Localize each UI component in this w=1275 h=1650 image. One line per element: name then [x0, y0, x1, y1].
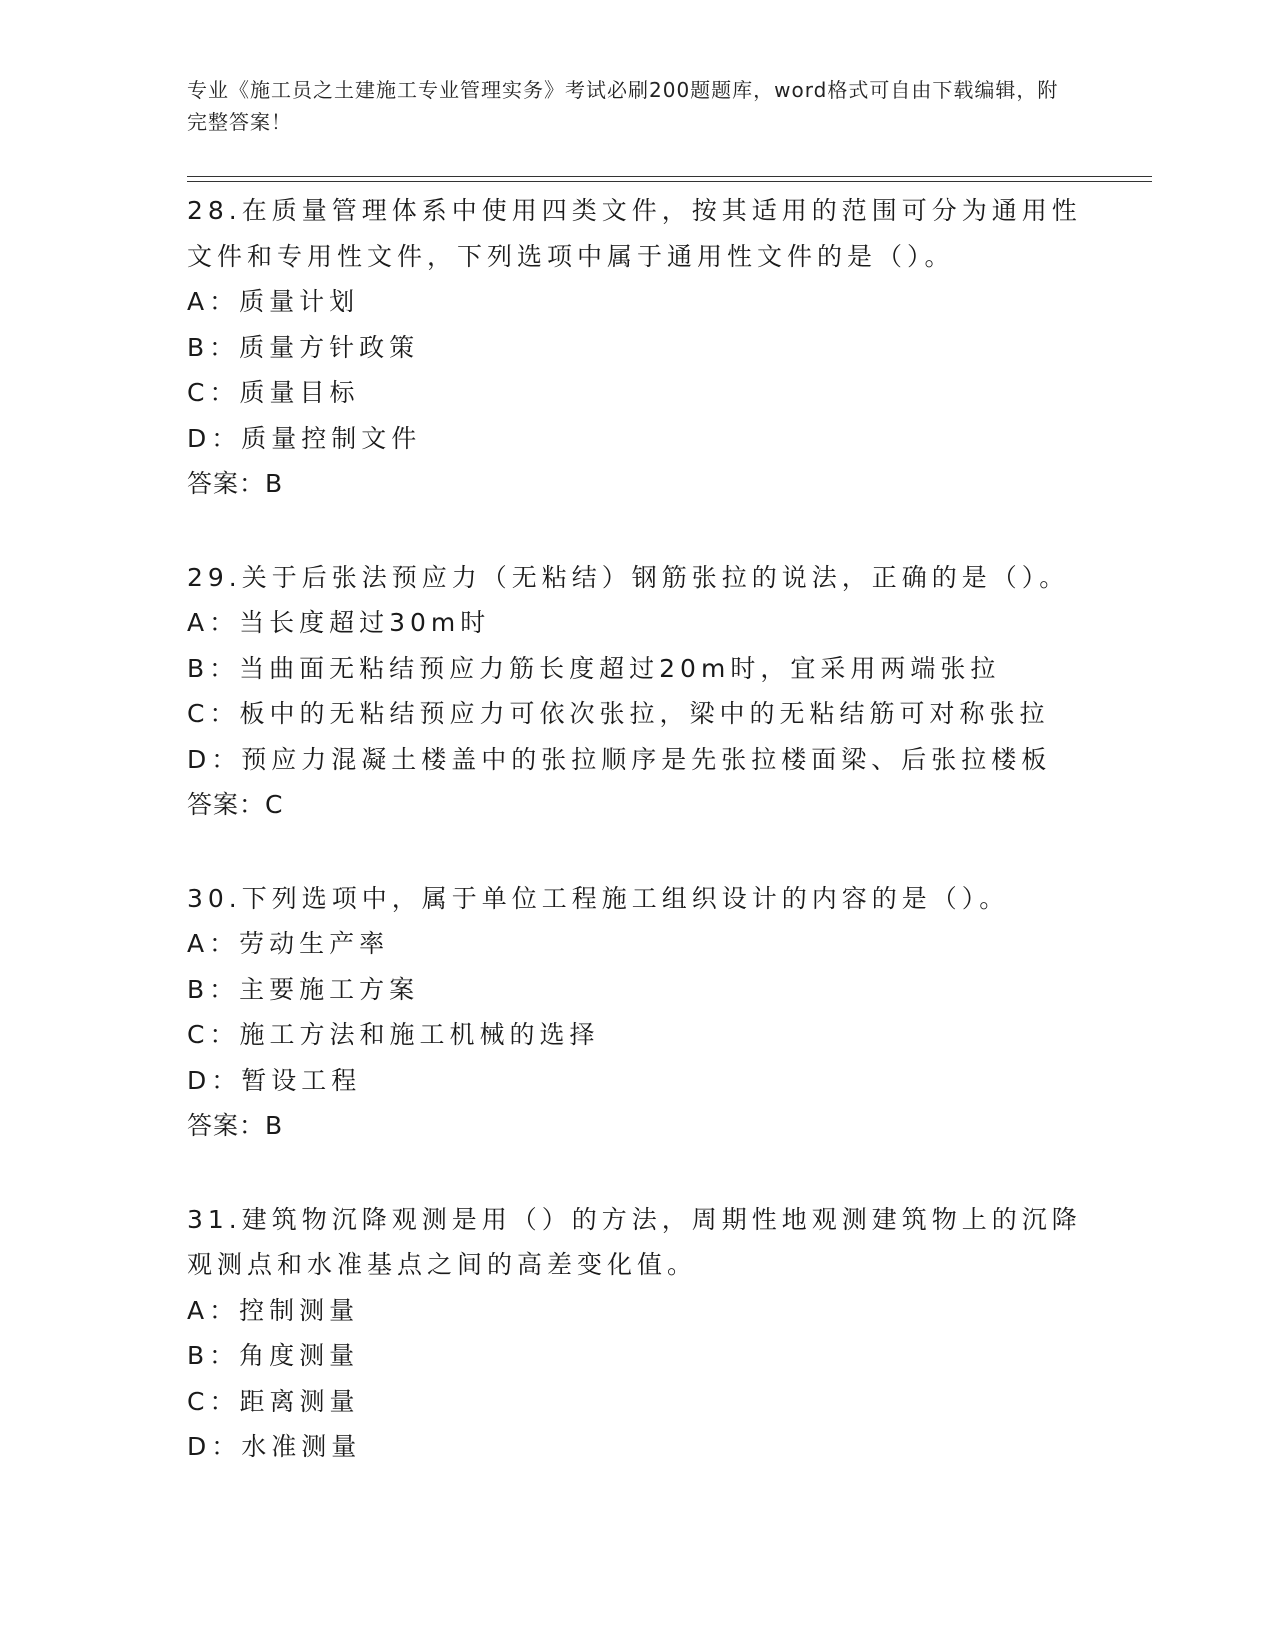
header-rule-bottom: [187, 181, 1152, 182]
option-c: C：距离测量: [187, 1386, 360, 1416]
answer-line: 答案：B: [187, 469, 284, 498]
question-stem: 31.建筑物沉降观测是用（）的方法，周期性地观测建筑物上的沉降观测点和水准基点之间的高差变化值。: [187, 1204, 1082, 1279]
header-rule-top: [187, 176, 1152, 177]
question-28: [187, 188, 1087, 507]
option-a: A：当长度超过30m时: [187, 608, 491, 637]
option-d: D：水准测量: [187, 1432, 362, 1461]
option-a: A：质量计划: [187, 287, 360, 316]
answer-line: 答案：C: [187, 790, 284, 819]
option-c: C：板中的无粘结预应力可依次张拉，梁中的无粘结筋可对称张拉: [187, 699, 1050, 728]
option-b: B：主要施工方案: [187, 974, 420, 1004]
option-b: B：质量方针政策: [187, 332, 420, 362]
option-c: C：质量目标: [187, 378, 360, 407]
option-d: D：质量控制文件: [187, 423, 422, 453]
option-b: B：角度测量: [187, 1341, 360, 1370]
question-29: [187, 555, 1087, 828]
question-stem: 30.下列选项中，属于单位工程施工组织设计的内容的是（）。: [187, 883, 1010, 913]
answer-line: 答案：B: [187, 1111, 284, 1140]
question-30: [187, 876, 1087, 1149]
option-d: D：暂设工程: [187, 1065, 362, 1095]
question-31: [187, 1197, 1087, 1470]
document-header: 专业《施工员之土建施工专业管理实务》考试必刷200题题库，word格式可自由下载编辑，附完整答案！: [187, 78, 1059, 134]
option-b: B：当曲面无粘结预应力筋长度超过20m时，宜采用两端张拉: [187, 653, 1001, 683]
option-a: A：控制测量: [187, 1295, 360, 1325]
option-a: A：劳动生产率: [187, 929, 390, 958]
option-c: C：施工方法和施工机械的选择: [187, 1020, 600, 1049]
option-d: D：预应力混凝土楼盖中的张拉顺序是先张拉楼面梁、后张拉楼板: [187, 744, 1052, 774]
question-stem: 29.关于后张法预应力（无粘结）钢筋张拉的说法，正确的是（）。: [187, 562, 1070, 592]
question-list: [187, 188, 1087, 1518]
question-stem: 28.在质量管理体系中使用四类文件，按其适用的范围可分为通用性文件和专用性文件，下列选项中属于通用性文件的是（）。: [187, 196, 1082, 271]
